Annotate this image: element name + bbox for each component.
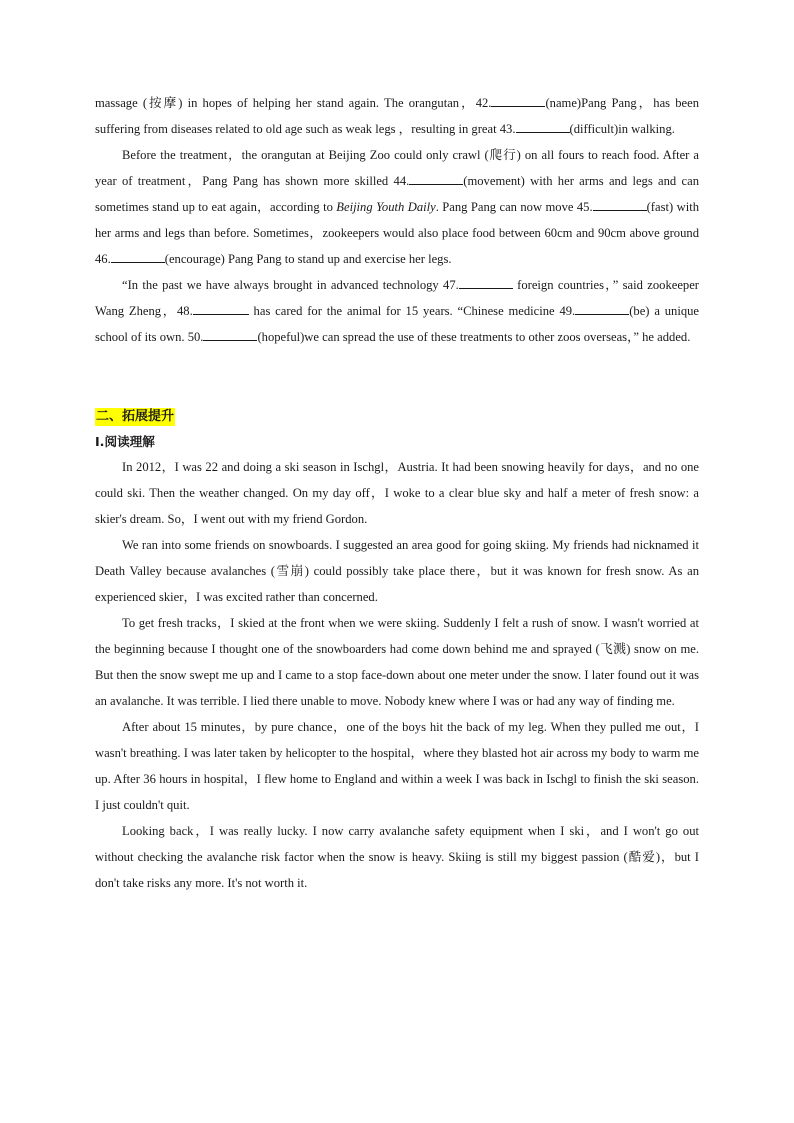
answer-blank-44[interactable] bbox=[409, 172, 463, 185]
passage-paragraph-1: In 2012，I was 22 and doing a ski season in Ischgl，Austria. It had been snowing heavily for days，and no one could ski. Then the weather changed. On my day off，I woke to a clear blue sky and half a meter of fresh snow: a skier's dream. So，I went out with my friend Gordon. bbox=[95, 460, 699, 526]
answer-blank-42[interactable] bbox=[491, 94, 545, 107]
text-segment: Before the treatment，the orangutan at Beijing Zoo could only crawl (爬行) on all fours to reach food. After a year of treatment，Pang Pang has shown more skilled 44. bbox=[95, 148, 699, 188]
text-segment: . Pang Pang can now move 45. bbox=[435, 200, 593, 214]
spacer bbox=[95, 350, 699, 408]
answer-blank-48[interactable] bbox=[193, 302, 249, 315]
passage-paragraph-5: Looking back，I was really lucky. I now carry avalanche safety equipment when I ski，and I won't go out without checking the avalanche risk factor when the snow is heavy. Skiing is still my biggest passion (酷爱)，but I don't take risks any more. It's not worth it. bbox=[95, 824, 699, 890]
answer-blank-46[interactable] bbox=[111, 250, 165, 263]
cloze-paragraph-2 bbox=[95, 142, 699, 272]
text-segment: has cared for the animal for 15 years. “Chinese medicine 49. bbox=[248, 304, 576, 318]
cloze-paragraph-1 bbox=[95, 90, 699, 142]
text-segment: (difficult)in walking. bbox=[569, 122, 675, 136]
document-page bbox=[95, 90, 699, 896]
reading-comprehension-heading: I.阅读理解 bbox=[95, 434, 155, 449]
section-title: 二、拓展提升 bbox=[96, 409, 175, 424]
answer-blank-45[interactable] bbox=[593, 198, 647, 211]
answer-blank-50[interactable] bbox=[203, 328, 257, 341]
answer-blank-43[interactable] bbox=[516, 120, 570, 133]
passage-paragraph-3: To get fresh tracks，I skied at the front when we were skiing. Suddenly I felt a rush of snow. I wasn't worried at the beginning because I thought one of the snowboarders had come down behind me and sprayed (飞溅) snow on me. But then the snow swept me up and I came to a stop face-down about one meter under the snow. I later found out it was an avalanche. It was terrible. I lied there unable to move. Nobody knew where I was or had any way of finding me. bbox=[95, 616, 699, 708]
text-segment: foreign countries，” said zookeeper Wang Zheng，48. bbox=[95, 278, 699, 318]
text-segment: massage (按摩) in hopes of helping her stand again. The orangutan，42. bbox=[95, 96, 492, 110]
text-segment: (hopeful)we can spread the use of these treatments to other zoos overseas，” he added. bbox=[257, 330, 691, 344]
cloze-paragraph-3 bbox=[95, 272, 699, 350]
answer-blank-49[interactable] bbox=[575, 302, 629, 315]
passage-paragraph-2: We ran into some friends on snowboards. I suggested an area good for going skiing. My friends had nicknamed it Death Valley because avalanches (雪崩) could possibly take place there，but it was known for fresh snow. As an experienced skier，I was excited rather than concerned. bbox=[95, 538, 699, 604]
text-segment: (encourage) Pang Pang to stand up and exercise her legs. bbox=[164, 252, 452, 266]
section-header bbox=[95, 408, 699, 426]
text-segment: (name)Pang Pang，has been suffering from diseases related to old age such as weak legs ，resulting in great 43. bbox=[95, 96, 699, 136]
text-segment: “In the past we have always brought in advanced technology 47. bbox=[122, 278, 459, 292]
text-segment: (fast) with her arms and legs than before. Sometimes，zookeepers would also place food between 60cm and 90cm above ground 46. bbox=[95, 200, 699, 266]
newspaper-title: Beijing Youth Daily bbox=[336, 200, 436, 214]
text-segment: (be) a unique school of its own. 50. bbox=[95, 304, 699, 344]
answer-blank-47[interactable] bbox=[459, 276, 513, 289]
text-segment: (movement) with her arms and legs and can sometimes stand up to eat again，according to bbox=[95, 174, 699, 214]
passage-paragraph-4: After about 15 minutes，by pure chance，one of the boys hit the back of my leg. When they pulled me out，I wasn't breathing. I was later taken by helicopter to the hospital，where they blasted hot air across my body to warm me up. After 36 hours in hospital，I flew home to England and within a week I was back in Ischgl to finish the ski season. I just couldn't quit. bbox=[95, 720, 699, 812]
